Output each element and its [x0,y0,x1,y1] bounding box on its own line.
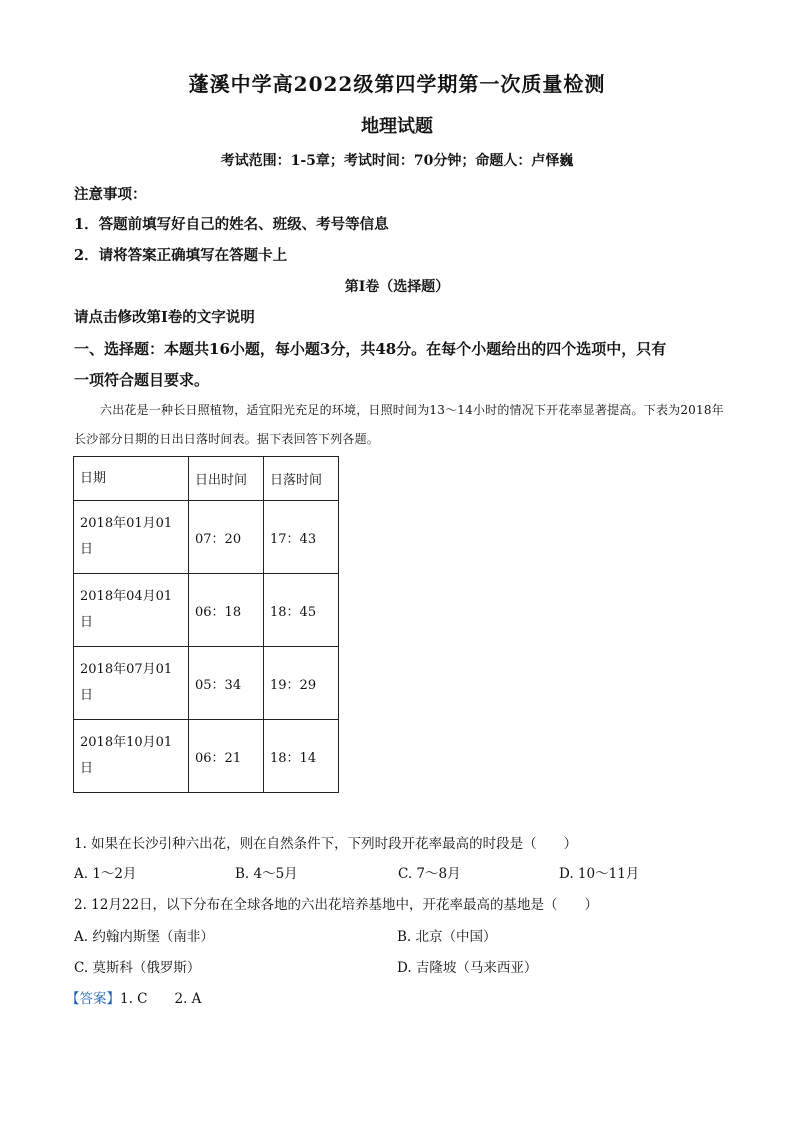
table-cell-sunrise: 05：34 [189,647,264,720]
notes-heading: 注意事项： [74,186,147,203]
section-instructions-line1: 一、选择题：本题共16小题，每小题3分，共48分。在每个小题给出的四个选项中，只有 [74,340,667,358]
table-cell-date: 2018年01月01日 [74,501,189,574]
section-instructions-line2: 一项符合题目要求。 [74,371,210,389]
table-header-date: 日期 [74,457,189,501]
question-1-option-a: A. 1～2月 [74,866,137,882]
table-row [74,501,339,574]
notes-item-1: 1．答题前填写好自己的姓名、班级、考号等信息 [74,216,389,233]
notes-item-2: 2．请将答案正确填写在答题卡上 [74,247,288,264]
table-cell-sunrise: 06：18 [189,574,264,647]
answer-values: 1. C 2. A [120,991,202,1007]
section-title: 第I卷（选择题） [344,279,450,295]
table-cell-sunrise: 06：21 [189,720,264,793]
table-header-row [74,457,339,501]
answer-label: 【答案】 [66,991,120,1007]
table-header-sunrise: 日出时间 [189,457,264,501]
answer-line [66,987,201,1007]
exam-info: 考试范围：1-5章；考试时间：70分钟；命题人：卢怿巍 [220,153,574,169]
table-row [74,647,339,720]
question-2-option-d: D. 吉隆坡（马来西亚） [397,960,538,976]
exam-title: 蓬溪中学高2022级第四学期第一次质量检测 [188,72,606,96]
question-2-option-c: C. 莫斯科（俄罗斯） [74,960,201,976]
table-row [74,720,339,793]
table-cell-sunrise: 07：20 [189,501,264,574]
question-2-text: 2. 12月22日，以下分布在全球各地的六出花培养基地中，开花率最高的基地是（ ） [74,897,599,913]
table-cell-sunset: 19：29 [264,647,339,720]
sunrise-sunset-table [73,456,339,793]
table-cell-sunset: 18：14 [264,720,339,793]
table-cell-sunset: 17：43 [264,501,339,574]
question-1-option-d: D. 10～11月 [559,866,640,882]
table-row [74,574,339,647]
table-cell-sunset: 18：45 [264,574,339,647]
section-edit-hint[interactable]: 请点击修改第I卷的文字说明 [74,309,255,326]
table-cell-date: 2018年04月01日 [74,574,189,647]
table-cell-date: 2018年07月01日 [74,647,189,720]
question-2-option-a: A. 约翰内斯堡（南非） [74,929,214,945]
question-2-option-b: B. 北京（中国） [397,929,497,945]
question-1-text: 1. 如果在长沙引种六出花，则在自然条件下，下列时段开花率最高的时段是（ ） [74,836,578,852]
table-header-sunset: 日落时间 [264,457,339,501]
exam-subtitle: 地理试题 [361,116,433,137]
question-1-option-b: B. 4～5月 [235,866,298,882]
question-1-option-c: C. 7～8月 [398,866,461,882]
intro-paragraph: 六出花是一种长日照植物，适宜阳光充足的环境，日照时间为13～14小时的情况下开花率显著提高。下表为2018年长沙部分日期的日出日落时间表。据下表回答下列各题。 [74,403,724,446]
table-cell-date: 2018年10月01日 [74,720,189,793]
